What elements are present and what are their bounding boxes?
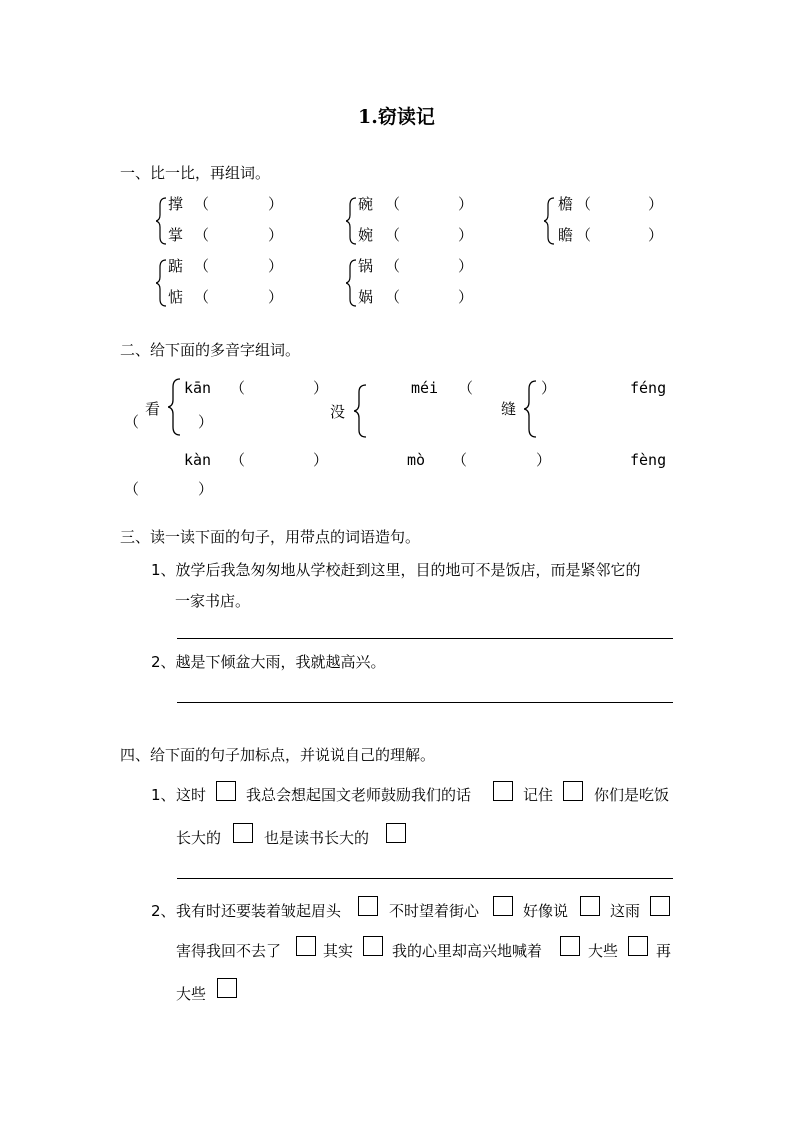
punctuation-box[interactable] — [560, 936, 580, 956]
brace-icon — [156, 197, 168, 245]
paren-close: ） — [458, 288, 474, 306]
answer-line[interactable] — [177, 638, 673, 639]
char-zhan: 瞻 — [558, 226, 574, 244]
paren-open: （ — [576, 226, 592, 244]
paren-close: ） — [458, 226, 474, 244]
paren-open: （ — [385, 226, 401, 244]
s1-seg6: 也是读书长大的 — [264, 829, 370, 847]
s2-seg2: 不时望着街心 — [389, 902, 480, 920]
paren-close: ） — [268, 195, 284, 213]
section2-heading: 二、给下面的多音字组词。 — [120, 341, 301, 359]
char-mei: 没 — [330, 403, 346, 421]
paren-open: （ — [230, 451, 246, 469]
char-yan: 檐 — [558, 195, 574, 213]
punctuation-box[interactable] — [233, 823, 253, 843]
paren-open: （ — [458, 379, 474, 397]
answer-line[interactable] — [177, 702, 673, 703]
paren-close: ） — [313, 451, 329, 469]
s2-seg5: 害得我回不去了 — [176, 942, 282, 960]
sentence-1-line2: 一家书店。 — [175, 592, 251, 610]
pinyin-mei1: méi — [411, 379, 439, 397]
punctuation-box[interactable] — [217, 978, 237, 998]
char-feng: 缝 — [501, 400, 517, 418]
punctuation-box[interactable] — [650, 896, 670, 916]
char-wa: 娲 — [358, 288, 374, 306]
brace-icon — [346, 259, 358, 307]
paren-close: ） — [648, 195, 664, 213]
paren-close: ） — [313, 379, 329, 397]
punctuation-box[interactable] — [563, 781, 583, 801]
paren-open: （ — [194, 226, 210, 244]
punctuation-box[interactable] — [386, 823, 406, 843]
s2-seg10: 大些 — [176, 985, 207, 1003]
paren-open: （ — [194, 288, 210, 306]
char-dian: 踮 — [168, 257, 184, 275]
punctuation-box[interactable] — [628, 936, 648, 956]
char-guo: 锅 — [358, 257, 374, 275]
paren-open: （ — [576, 195, 592, 213]
s1-seg2: 我总会想起国文老师鼓励我们的话 — [246, 786, 472, 804]
paren-open: （ — [452, 451, 468, 469]
pinyin-mo2: mò — [407, 451, 426, 469]
paren-close: ） — [268, 226, 284, 244]
punctuation-box[interactable] — [296, 936, 316, 956]
paren-open: （ — [194, 257, 210, 275]
paren-close: ） — [198, 480, 214, 498]
answer-line[interactable] — [177, 878, 673, 879]
char-dian2: 惦 — [168, 288, 184, 306]
section3-heading: 三、读一读下面的句子，用带点的词语造句。 — [120, 528, 421, 546]
brace-icon — [544, 197, 556, 245]
s2-seg3: 好像说 — [523, 902, 569, 920]
punctuation-box[interactable] — [358, 896, 378, 916]
s2-num: 2、 — [151, 902, 176, 920]
brace-icon — [168, 378, 182, 436]
paren-open: （ — [230, 379, 246, 397]
s1-seg3: 记住 — [523, 786, 554, 804]
char-cheng: 撑 — [168, 195, 184, 213]
pinyin-feng1: féng — [630, 379, 667, 397]
s2-seg6: 其实 — [323, 942, 354, 960]
char-wan: 碗 — [358, 195, 374, 213]
paren-close: ） — [198, 413, 214, 431]
pinyin-kan1: kān — [184, 379, 212, 397]
s2-seg8: 大些 — [588, 942, 619, 960]
punctuation-box[interactable] — [493, 781, 513, 801]
char-wan2: 婉 — [358, 226, 374, 244]
char-zhang: 掌 — [168, 226, 184, 244]
sentence-2: 2、越是下倾盆大雨，我就越高兴。 — [151, 653, 386, 671]
s1-seg5: 长大的 — [176, 829, 222, 847]
paren-close: ） — [458, 257, 474, 275]
section1-heading: 一、比一比，再组词。 — [120, 164, 271, 182]
paren-close: ） — [541, 379, 557, 397]
sentence-1-line1: 1、放学后我急匆匆地从学校赶到这里，目的地可不是饭店，而是紧邻它的 — [151, 561, 641, 579]
paren-open: （ — [385, 288, 401, 306]
s2-seg9: 再 — [656, 942, 672, 960]
page-title: 1.窃读记 — [358, 106, 435, 128]
s2-seg4: 这雨 — [610, 902, 641, 920]
paren-open: （ — [194, 195, 210, 213]
punctuation-box[interactable] — [363, 936, 383, 956]
paren-close: ） — [268, 288, 284, 306]
brace-icon — [346, 197, 358, 245]
s1-seg4: 你们是吃饭 — [594, 786, 670, 804]
brace-icon — [524, 380, 538, 438]
paren-close: ） — [268, 257, 284, 275]
paren-close: ） — [458, 195, 474, 213]
punctuation-box[interactable] — [216, 781, 236, 801]
s1-num: 1、 — [151, 786, 176, 804]
paren-open: （ — [124, 413, 140, 431]
punctuation-box[interactable] — [580, 896, 600, 916]
section4-heading: 四、给下面的句子加标点，并说说自己的理解。 — [120, 746, 436, 764]
pinyin-kan2: kàn — [184, 451, 212, 469]
s1-seg1: 这时 — [176, 786, 207, 804]
char-kan: 看 — [145, 400, 161, 418]
punctuation-box[interactable] — [493, 896, 513, 916]
s2-seg7: 我的心里却高兴地喊着 — [392, 942, 543, 960]
paren-open: （ — [385, 195, 401, 213]
paren-open: （ — [124, 480, 140, 498]
s2-seg1: 我有时还要装着皱起眉头 — [176, 902, 342, 920]
paren-open: （ — [385, 257, 401, 275]
brace-icon — [156, 259, 168, 307]
pinyin-feng2: fèng — [630, 451, 667, 469]
paren-close: ） — [536, 451, 552, 469]
brace-icon — [354, 384, 368, 438]
paren-close: ） — [648, 226, 664, 244]
